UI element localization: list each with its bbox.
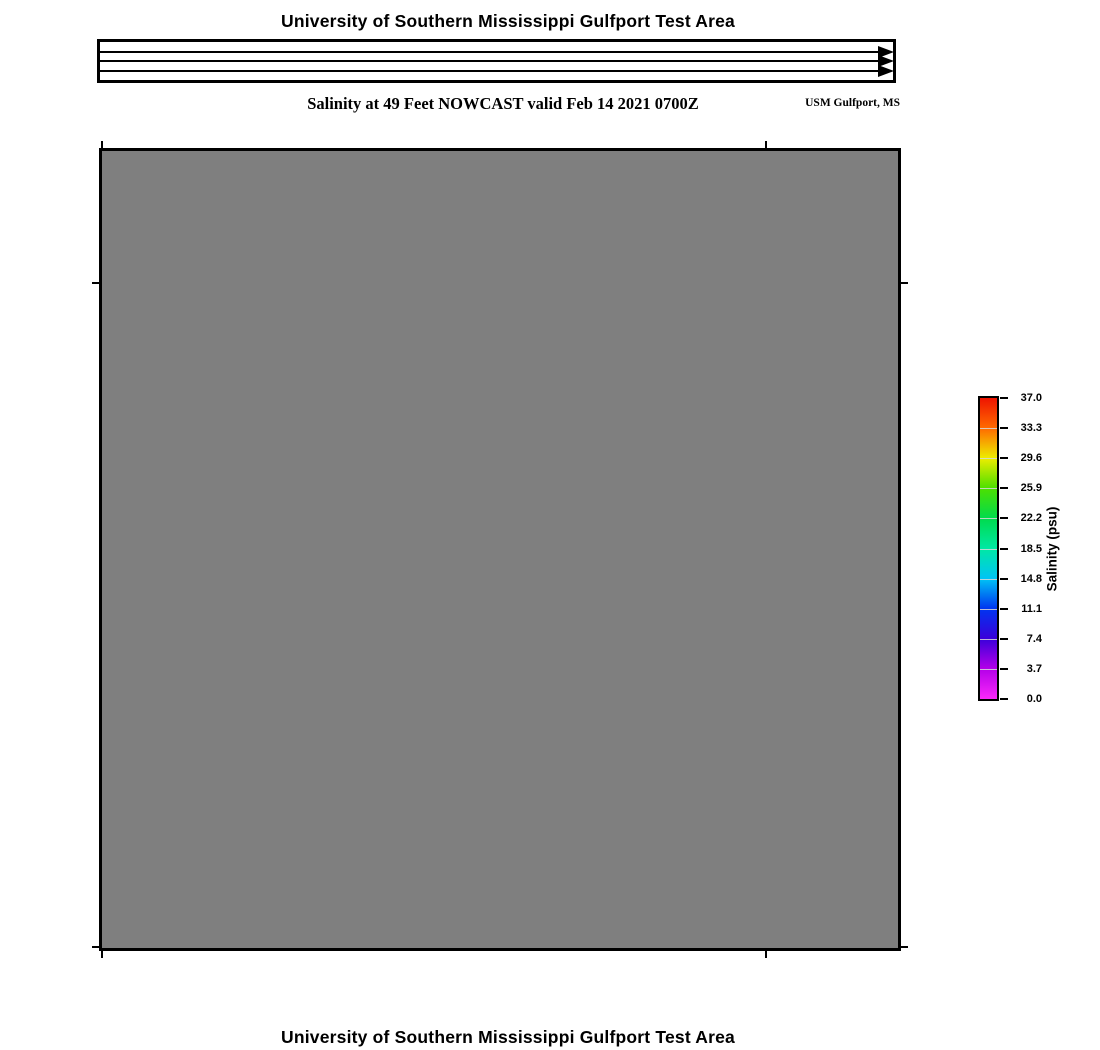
colorbar-tick-label: 3.7 <box>1026 662 1042 675</box>
flow-arrowhead-icon <box>878 65 894 77</box>
footer-title: University of Southern Mississippi Gulfport Test Area <box>280 1027 735 1047</box>
station-label: USM Gulfport, MS <box>805 97 900 109</box>
colorbar-tick-label: 29.6 <box>1020 452 1042 465</box>
flow-legend-box <box>97 39 896 83</box>
colorbar-tick-label: 25.9 <box>1020 482 1042 495</box>
axis-tick-top-left <box>101 141 103 148</box>
colorbar-gradient <box>980 398 997 699</box>
colorbar-tick-mark <box>1000 517 1008 519</box>
colorbar-gridline <box>980 518 997 519</box>
axis-tick-top-right <box>765 141 767 148</box>
flow-line <box>100 70 880 72</box>
colorbar-gridline <box>980 579 997 580</box>
colorbar-ticks <box>999 392 1043 705</box>
colorbar-tick-label: 7.4 <box>1026 632 1042 645</box>
colorbar-tick-mark <box>1000 548 1008 550</box>
colorbar-tick-mark <box>1000 578 1008 580</box>
colorbar-tick-mark <box>1000 608 1008 610</box>
colorbar-tick-mark <box>1000 427 1008 429</box>
colorbar-tick-label: 33.3 <box>1020 422 1042 435</box>
flow-line <box>100 60 880 62</box>
colorbar-gridline <box>980 549 997 550</box>
axis-tick-left-upper <box>92 282 99 284</box>
colorbar-tick-mark <box>1000 457 1008 459</box>
axis-tick-right-lower <box>901 946 908 948</box>
colorbar-gridline <box>980 458 997 459</box>
colorbar-tick-label: 14.8 <box>1020 572 1042 585</box>
colorbar-tick-label: 37.0 <box>1020 392 1042 404</box>
plot-subtitle: Salinity at 49 Feet NOWCAST valid Feb 14 2021 0700Z <box>307 94 699 113</box>
colorbar-gridline <box>980 428 997 429</box>
colorbar-tick-mark <box>1000 668 1008 670</box>
colorbar-gridline <box>980 669 997 670</box>
colorbar-tick-label: 11.1 <box>1021 602 1042 615</box>
colorbar-tick-label: 22.2 <box>1020 512 1042 525</box>
flow-line <box>100 51 880 53</box>
axis-tick-bottom-left <box>101 951 103 958</box>
colorbar-tick-mark <box>1000 638 1008 640</box>
colorbar-gridline <box>980 488 997 489</box>
colorbar-tick-label: 0.0 <box>1026 693 1042 705</box>
axis-tick-left-lower <box>92 946 99 948</box>
axis-tick-right-upper <box>901 282 908 284</box>
colorbar-tick-mark <box>1000 487 1008 489</box>
colorbar-gridline <box>980 609 997 610</box>
page-title: University of Southern Mississippi Gulfport Test Area <box>280 11 735 31</box>
colorbar-axis-label: Salinity (psu) <box>1044 506 1060 592</box>
axis-tick-bottom-right <box>765 951 767 958</box>
colorbar <box>978 396 999 701</box>
map-plot-area <box>99 148 901 951</box>
colorbar-tick-mark <box>1000 397 1008 399</box>
colorbar-tick-label: 18.5 <box>1020 542 1042 555</box>
colorbar-gridline <box>980 639 997 640</box>
colorbar-tick-mark <box>1000 698 1008 700</box>
